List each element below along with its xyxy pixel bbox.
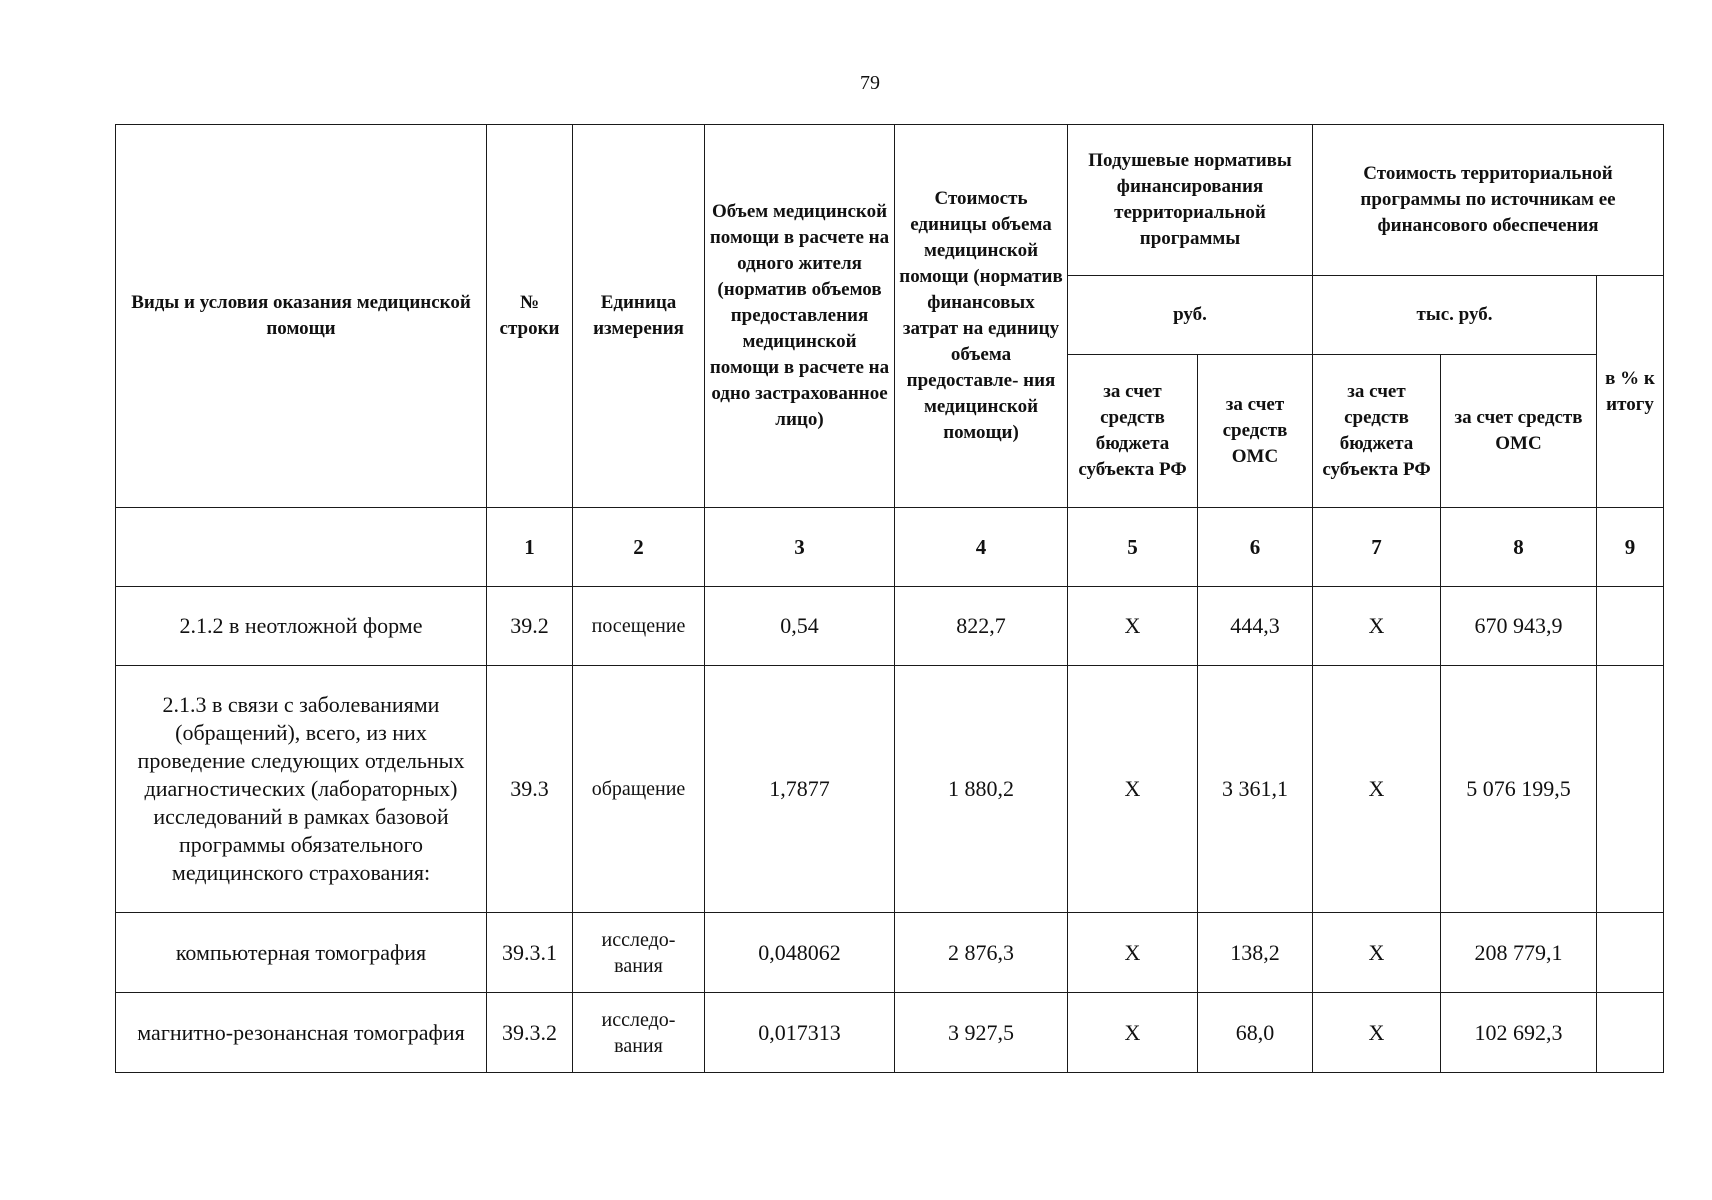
row-unit: исследо- вания: [573, 993, 705, 1073]
table-row: [116, 587, 1664, 666]
header-unit-rub: руб.: [1068, 276, 1313, 355]
row-oms-per-capita: 138,2: [1198, 913, 1313, 993]
column-number: 2: [573, 508, 705, 587]
row-volume: 0,54: [705, 587, 895, 666]
header-sub-budget-7: за счет средств бюджета субъекта РФ: [1313, 355, 1441, 508]
column-number-row: [116, 508, 1664, 587]
header-col-percent: в % к итогу: [1597, 276, 1664, 508]
header-col-unit: Единица измерения: [573, 125, 705, 508]
row-name: 2.1.3 в связи с заболеваниями (обращений), всего, из них проведение следующих отдельных диагностических (лабораторных) исследований в рамках базовой программы обязательного медицинского страхования:: [116, 666, 487, 913]
row-unit-cost: 822,7: [895, 587, 1068, 666]
row-unit: посещение: [573, 587, 705, 666]
header-col-volume: Объем медицинской помощи в расчете на одного жителя (норматив объемов предоставления медицинской помощи в расчете на одно застрахованное лицо): [705, 125, 895, 508]
row-name: 2.1.2 в неотложной форме: [116, 587, 487, 666]
column-number-empty: [116, 508, 487, 587]
column-number: 9: [1597, 508, 1664, 587]
row-name: магнитно-резонансная томография: [116, 993, 487, 1073]
row-unit-cost: 2 876,3: [895, 913, 1068, 993]
row-oms-total: 5 076 199,5: [1441, 666, 1597, 913]
row-volume: 1,7877: [705, 666, 895, 913]
table-row: [116, 666, 1664, 913]
table-row: [116, 993, 1664, 1073]
row-percent: [1597, 587, 1664, 666]
column-number: 7: [1313, 508, 1441, 587]
row-unit-cost: 3 927,5: [895, 993, 1068, 1073]
row-budget-per-capita: Х: [1068, 666, 1198, 913]
row-unit: обращение: [573, 666, 705, 913]
header-group-program-cost: Стоимость территориальной программы по источникам ее финансового обеспечения: [1313, 125, 1664, 276]
row-oms-per-capita: 68,0: [1198, 993, 1313, 1073]
header-unit-thousand-rub: тыс. руб.: [1313, 276, 1597, 355]
header-sub-oms-6: за счет средств ОМС: [1198, 355, 1313, 508]
row-percent: [1597, 913, 1664, 993]
row-oms-per-capita: 3 361,1: [1198, 666, 1313, 913]
row-percent: [1597, 666, 1664, 913]
column-number: 3: [705, 508, 895, 587]
row-volume: 0,017313: [705, 993, 895, 1073]
page-number: 79: [860, 72, 880, 94]
header-sub-budget-5: за счет средств бюджета субъекта РФ: [1068, 355, 1198, 508]
row-oms-per-capita: 444,3: [1198, 587, 1313, 666]
column-number: 4: [895, 508, 1068, 587]
row-budget-per-capita: Х: [1068, 587, 1198, 666]
row-unit-cost: 1 880,2: [895, 666, 1068, 913]
row-oms-total: 102 692,3: [1441, 993, 1597, 1073]
row-unit: исследо- вания: [573, 913, 705, 993]
row-percent: [1597, 993, 1664, 1073]
row-number: 39.2: [487, 587, 573, 666]
row-number: 39.3.2: [487, 993, 573, 1073]
row-budget-per-capita: Х: [1068, 993, 1198, 1073]
row-oms-total: 208 779,1: [1441, 913, 1597, 993]
row-volume: 0,048062: [705, 913, 895, 993]
row-budget-total: Х: [1313, 993, 1441, 1073]
row-name: компьютерная томография: [116, 913, 487, 993]
header-group-per-capita: Подушевые нормативы финансирования территориальной программы: [1068, 125, 1313, 276]
row-budget-total: Х: [1313, 913, 1441, 993]
header-col-name: Виды и условия оказания медицинской помощи: [116, 125, 487, 508]
column-number: 5: [1068, 508, 1198, 587]
header-col-cost: Стоимость единицы объема медицинской помощи (норматив финансовых затрат на единицу объема предоставле- ния медицинской помощи): [895, 125, 1068, 508]
row-number: 39.3: [487, 666, 573, 913]
row-budget-total: Х: [1313, 666, 1441, 913]
column-number: 8: [1441, 508, 1597, 587]
row-oms-total: 670 943,9: [1441, 587, 1597, 666]
row-budget-per-capita: Х: [1068, 913, 1198, 993]
column-number: 6: [1198, 508, 1313, 587]
budget-table: [115, 124, 1664, 1073]
column-number: 1: [487, 508, 573, 587]
table-row: [116, 913, 1664, 993]
header-col-row-no: № строки: [487, 125, 573, 508]
row-number: 39.3.1: [487, 913, 573, 993]
row-budget-total: Х: [1313, 587, 1441, 666]
header-row-1: [116, 125, 1664, 276]
header-sub-oms-8: за счет средств ОМС: [1441, 355, 1597, 508]
